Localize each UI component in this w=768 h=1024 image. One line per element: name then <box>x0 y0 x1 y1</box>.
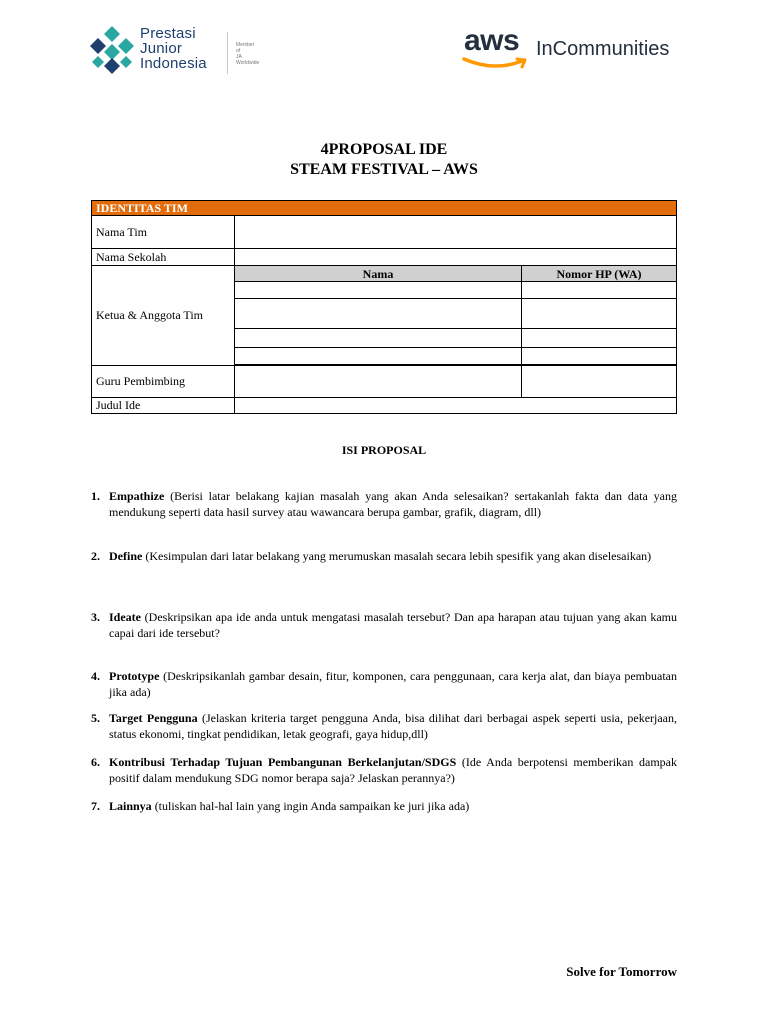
proposal-item <box>91 488 677 520</box>
member-phone-cell[interactable] <box>522 299 677 329</box>
idea-title-label: Judul Ide <box>92 398 235 414</box>
member-phone-column-header: Nomor HP (WA) <box>522 266 677 282</box>
item-number: 1. <box>91 489 100 503</box>
item-title: Lainnya <box>109 799 152 813</box>
teacher-name-field[interactable] <box>235 366 522 398</box>
item-number: 3. <box>91 610 100 624</box>
idea-title-field[interactable] <box>235 398 677 414</box>
member-line: JA Worldwide <box>236 54 260 66</box>
member-phone-cell[interactable] <box>522 348 677 365</box>
page-header <box>0 0 768 100</box>
item-description: (Jelaskan kriteria target pengguna Anda, bisa dilihat dari berbagai aspek seperti usia, pekerjaan, status ekonomi, tingkat pendidikan, letak geografi, gaya hidup,dll) <box>109 711 678 741</box>
teacher-phone-field[interactable] <box>522 366 677 398</box>
item-number: 4. <box>91 669 100 683</box>
member-name-column-header: Nama <box>235 266 522 282</box>
item-title: Kontribusi Terhadap Tujuan Pembangunan Berkelanjutan/SDGS <box>109 755 457 769</box>
item-description: (Kesimpulan dari latar belakang yang merumuskan masalah secara lebih spesifik yang akan diselesaikan) <box>142 549 652 563</box>
item-title: Define <box>109 549 143 563</box>
member-name-cell[interactable] <box>235 299 522 329</box>
item-title: Target Pengguna <box>109 711 198 725</box>
item-description: (Berisi latar belakang kajian masalah yang akan Anda selesaikan? sertakanlah fakta dan data yang mendukung seperti data hasil survey atau wawancara berupa gambar, grafik, diagram, dll) <box>109 489 677 519</box>
item-title: Ideate <box>109 610 141 624</box>
aws-smile-icon <box>462 56 532 72</box>
pji-line: Prestasi <box>140 25 196 42</box>
document-title-line2: STEAM FESTIVAL – AWS <box>290 161 478 178</box>
school-name-field[interactable] <box>235 249 677 266</box>
aws-wordmark: aws <box>464 24 520 57</box>
team-name-field[interactable] <box>235 216 677 249</box>
logo-divider <box>227 32 228 74</box>
member-phone-cell[interactable] <box>522 329 677 348</box>
team-name-label: Nama Tim <box>92 216 235 249</box>
teacher-label: Guru Pembimbing <box>92 366 235 398</box>
member-name-cell[interactable] <box>235 329 522 348</box>
item-number: 6. <box>91 755 100 769</box>
item-description: (Deskripsikan apa ide anda untuk mengatasi masalah tersebut? Dan apa harapan atau tujuan yang akan kamu capai dari ide tersebut? <box>109 610 677 640</box>
identity-header: IDENTITAS TIM <box>92 201 677 216</box>
footer-tagline: Solve for Tomorrow <box>566 964 677 979</box>
pji-line: Junior <box>140 40 183 57</box>
member-name-cell[interactable] <box>235 348 522 365</box>
member-line: Member of <box>236 42 255 54</box>
pji-logo-text <box>140 26 207 71</box>
school-name-label: Nama Sekolah <box>92 249 235 266</box>
item-number: 2. <box>91 549 100 563</box>
member-of-text <box>236 42 259 66</box>
item-description: (tuliskan hal-hal lain yang ingin Anda sampaikan ke juri jika ada) <box>151 799 470 813</box>
team-identity-table <box>91 200 677 414</box>
item-number: 7. <box>91 799 100 813</box>
aws-incommunities-logo <box>460 24 676 80</box>
item-description: (Deskripsikanlah gambar desain, fitur, komponen, cara penggunaan, cara kerja alat, dan biaya pembuatan jika ada) <box>109 669 677 699</box>
pji-logo-icon <box>90 24 134 74</box>
document-title-line1: 4PROPOSAL IDE <box>320 141 448 158</box>
proposal-item <box>91 548 677 564</box>
item-title: Prototype <box>109 669 160 683</box>
proposal-item <box>91 710 677 742</box>
proposal-item <box>91 668 677 700</box>
member-phone-cell[interactable] <box>522 282 677 299</box>
item-number: 5. <box>91 711 100 725</box>
members-label: Ketua & Anggota Tim <box>92 266 235 366</box>
pji-line: Indonesia <box>140 55 207 72</box>
proposal-item <box>91 609 677 641</box>
incommunities-text: InCommunities <box>536 38 670 60</box>
item-description: (Ide Anda berpotensi memberikan dampak positif dalam mendukung SDG nomor berapa saja? Jelaskan perannya?) <box>109 755 677 785</box>
proposal-item <box>91 754 677 786</box>
member-name-cell[interactable] <box>235 282 522 299</box>
proposal-item <box>91 798 677 814</box>
proposal-heading: ISI PROPOSAL <box>341 443 427 457</box>
item-title: Empathize <box>109 489 165 503</box>
